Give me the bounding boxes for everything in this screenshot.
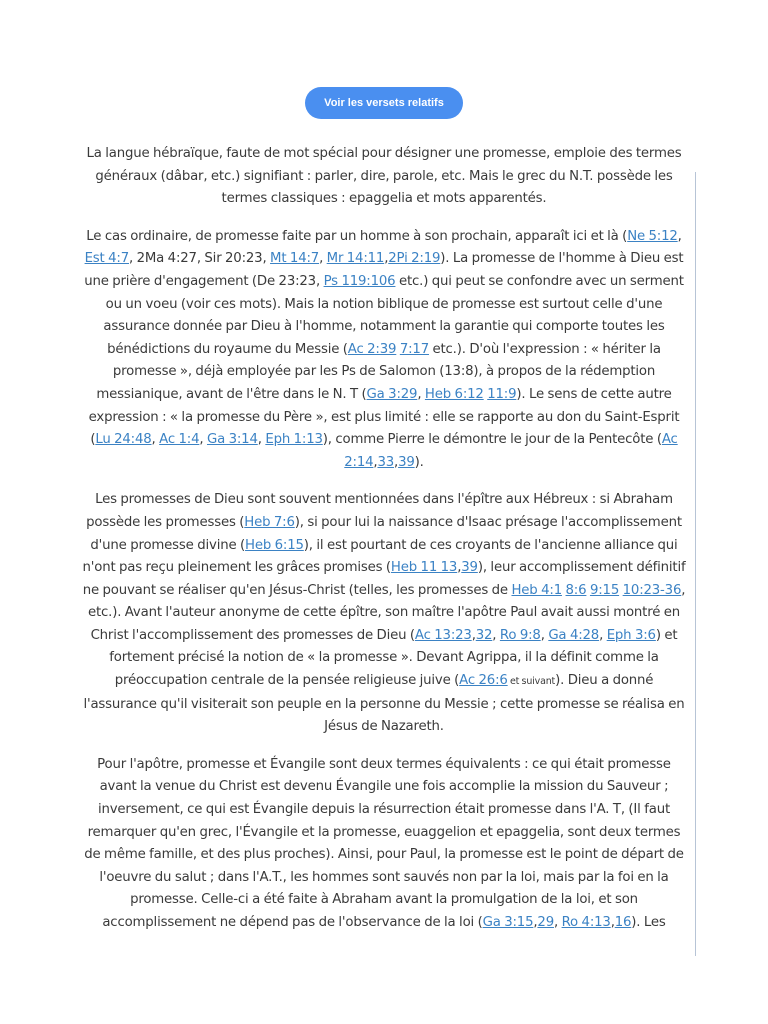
paragraph-text: , xyxy=(540,627,549,643)
verse-reference-link[interactable]: Ps 119:106 xyxy=(323,273,396,289)
paragraph-text: ). Le sens de cette autre expression : « la promesse du Père », est plus limité : elle se rapporte au don du Saint-Esprit ( xyxy=(88,386,680,448)
verse-reference-link[interactable]: 39 xyxy=(398,454,415,470)
verse-reference-link[interactable]: Ac 1:4 xyxy=(159,432,200,448)
verse-reference-link[interactable]: Heb 11 13 xyxy=(390,560,458,576)
verse-reference-link[interactable]: 7:17 xyxy=(399,341,429,357)
paragraph-text: Les promesses de Dieu sont souvent mentionnées dans l'épître aux Hébreux : si Abraham possède les promesses ( xyxy=(86,492,673,530)
paragraph-text: , xyxy=(533,915,538,930)
verse-reference-link[interactable]: 11:9 xyxy=(487,386,517,402)
verse-reference-link[interactable]: 16 xyxy=(614,915,632,930)
verse-reference-link[interactable]: 9:15 xyxy=(589,582,620,598)
verse-reference-link[interactable]: Heb 6:15 xyxy=(245,537,304,553)
related-verses-bar xyxy=(0,87,768,119)
related-verses-button[interactable]: Voir les versets relatifs xyxy=(305,87,463,119)
paragraph-text: ). Dieu a donné l'assurance qu'il visiterait son peuple en la personne du Messie ; cette promesse se réalisa en Jésus de Nazareth. xyxy=(83,673,685,735)
paragraph-text: ). xyxy=(414,454,424,470)
verse-reference-link[interactable]: Est 4:7 xyxy=(84,251,129,267)
verse-reference-link[interactable]: 32 xyxy=(475,627,493,643)
verse-reference-link[interactable]: Ac 13:23 xyxy=(414,627,472,643)
paragraph-text: Le cas ordinaire, de promesse faite par un homme à son prochain, apparaît ici et là ( xyxy=(86,228,628,244)
verse-reference-link[interactable]: Eph 3:6 xyxy=(606,627,656,643)
paragraph-text: etc.). D'où l'expression : « hériter la promesse », déjà employée par les Ps de Salomon (13:8), à propos de la rédemption messianique, avant de l'être dans le N. T ( xyxy=(96,341,661,402)
verse-reference-link[interactable]: Ac 2:14 xyxy=(344,432,678,470)
paragraph-text: etc.) qui peut se confondre avec un serment ou un voeu (voir ces mots). Mais la notion biblique de promesse est surtout celle d'une assurance donnée par Dieu à l'homme, notamment la garantie qui comporte toutes les bénédictions du royaume du Messie ( xyxy=(103,273,684,357)
verse-reference-link[interactable]: Mt 14:7 xyxy=(270,251,320,267)
verse-reference-link[interactable]: Ga 3:15 xyxy=(482,915,534,930)
paragraph-text: , xyxy=(319,251,327,267)
paragraph-text: , 2Ma 4:27, Sir 20:23, xyxy=(129,251,271,267)
paragraph-text: , xyxy=(677,228,682,244)
article-body xyxy=(80,143,688,950)
paragraph-text: , xyxy=(417,386,425,402)
paragraph-text: ), si pour lui la naissance d'Isaac présage l'accomplissement d'une promesse divine ( xyxy=(90,514,682,553)
verse-reference-link[interactable]: 8:6 xyxy=(565,582,587,598)
text-column-divider xyxy=(695,172,696,956)
paragraph-text: , etc.). Avant l'auteur anonyme de cette épître, son maître l'apôtre Paul avait aussi montré en Christ l'accomplissement des promesses de Dieu ( xyxy=(87,582,686,643)
verse-reference-link[interactable]: 29 xyxy=(537,915,554,930)
small-annotation: et suivant xyxy=(507,676,556,688)
paragraph-text: , xyxy=(492,627,500,643)
paragraph-text: , xyxy=(457,560,462,576)
verse-reference-link[interactable]: Heb 7:6 xyxy=(244,514,295,530)
paragraph-text: , xyxy=(384,251,389,267)
paragraph-text: , xyxy=(599,627,607,643)
verse-reference-link[interactable]: Mr 14:11 xyxy=(326,251,385,267)
verse-reference-link[interactable]: Ga 3:14 xyxy=(206,432,258,448)
article-paragraph xyxy=(80,754,688,935)
paragraph-text: Pour l'apôtre, promesse et Évangile sont deux termes équivalents : ce qui était promesse avant la venue du Christ est devenu Évangile une fois accomplie la mission du Sauveur ; inversement, ce qui est Évangile depuis la résurrection était promesse dans l'A. T, (Il faut remarquer qu'en grec, l'Évangile et la promesse, euaggelion et epaggelia, sont deux termes de même famille, et des plus proches). Ainsi, pour Paul, la promesse est le point de départ de l'oeuvre du salut ; dans l'A.T., les hommes sont sauvés non par la loi, mais par la foi en la promesse. Celle-ci a été faite à Abraham avant la promulgation de la loi, et son accomplissement ne dépend pas de l'observance de la loi ( xyxy=(84,756,684,930)
paragraph-text: ) et fortement précisé la notion de « la promesse ». Devant Agrippa, il la définit comme la préoccupation centrale de la pensée religieuse juive ( xyxy=(109,627,678,689)
verse-reference-link[interactable]: 10:23-36 xyxy=(622,582,682,598)
verse-reference-link[interactable]: Lu 24:48 xyxy=(95,432,152,448)
verse-reference-link[interactable]: Heb 4:1 xyxy=(511,582,562,598)
verse-reference-link[interactable]: Ro 9:8 xyxy=(499,627,541,643)
verse-reference-link[interactable]: 39 xyxy=(461,560,478,576)
paragraph-text: ). La promesse de l'homme à Dieu est une prière d'engagement (De 23:23, xyxy=(84,251,684,289)
paragraph-text: , xyxy=(394,454,399,470)
paragraph-text: ), comme Pierre le démontre le jour de la Pentecôte ( xyxy=(322,432,662,448)
article-paragraph xyxy=(80,489,688,739)
paragraph-text: , xyxy=(553,915,562,930)
paragraph-text: ). Les xyxy=(631,915,666,930)
paragraph-text: , xyxy=(373,454,378,470)
paragraph-text: ), leur accomplissement définitif ne pouvant se réaliser qu'en Jésus-Christ (telles, les promesses de xyxy=(82,560,686,598)
verse-reference-link[interactable]: Ac 2:39 xyxy=(347,341,397,357)
paragraph-text: , xyxy=(257,432,266,448)
verse-reference-link[interactable]: Ga 4:28 xyxy=(548,627,600,643)
paragraph-text: ), il est pourtant de ces croyants de l'ancienne alliance qui n'ont pas reçu pleinement les grâces promises ( xyxy=(82,537,678,576)
paragraph-text: , xyxy=(471,627,476,643)
verse-reference-link[interactable]: Ro 4:13 xyxy=(561,915,611,930)
verse-reference-link[interactable]: Ga 3:29 xyxy=(366,386,418,402)
verse-reference-link[interactable]: 33 xyxy=(377,454,395,470)
verse-reference-link[interactable]: 2Pi 2:19 xyxy=(388,251,441,267)
paragraph-text: , xyxy=(610,915,615,930)
paragraph-text: La langue hébraïque, faute de mot spécial pour désigner une promesse, emploie des termes généraux (dâbar, etc.) signifiant : parler, dire, parole, etc. Mais le grec du N.T. possède les termes classiques : epaggelia et mots apparentés. xyxy=(86,146,682,207)
verse-reference-link[interactable]: Ne 5:12 xyxy=(627,228,678,244)
paragraph-text: , xyxy=(151,432,160,448)
article-paragraph xyxy=(80,143,688,211)
verse-reference-link[interactable]: Ac 26:6 xyxy=(459,673,508,689)
verse-reference-link[interactable]: Heb 6:12 xyxy=(424,386,484,402)
article-paragraph xyxy=(80,226,688,475)
verse-reference-link[interactable]: Eph 1:13 xyxy=(265,432,323,448)
paragraph-text: , xyxy=(199,432,207,448)
